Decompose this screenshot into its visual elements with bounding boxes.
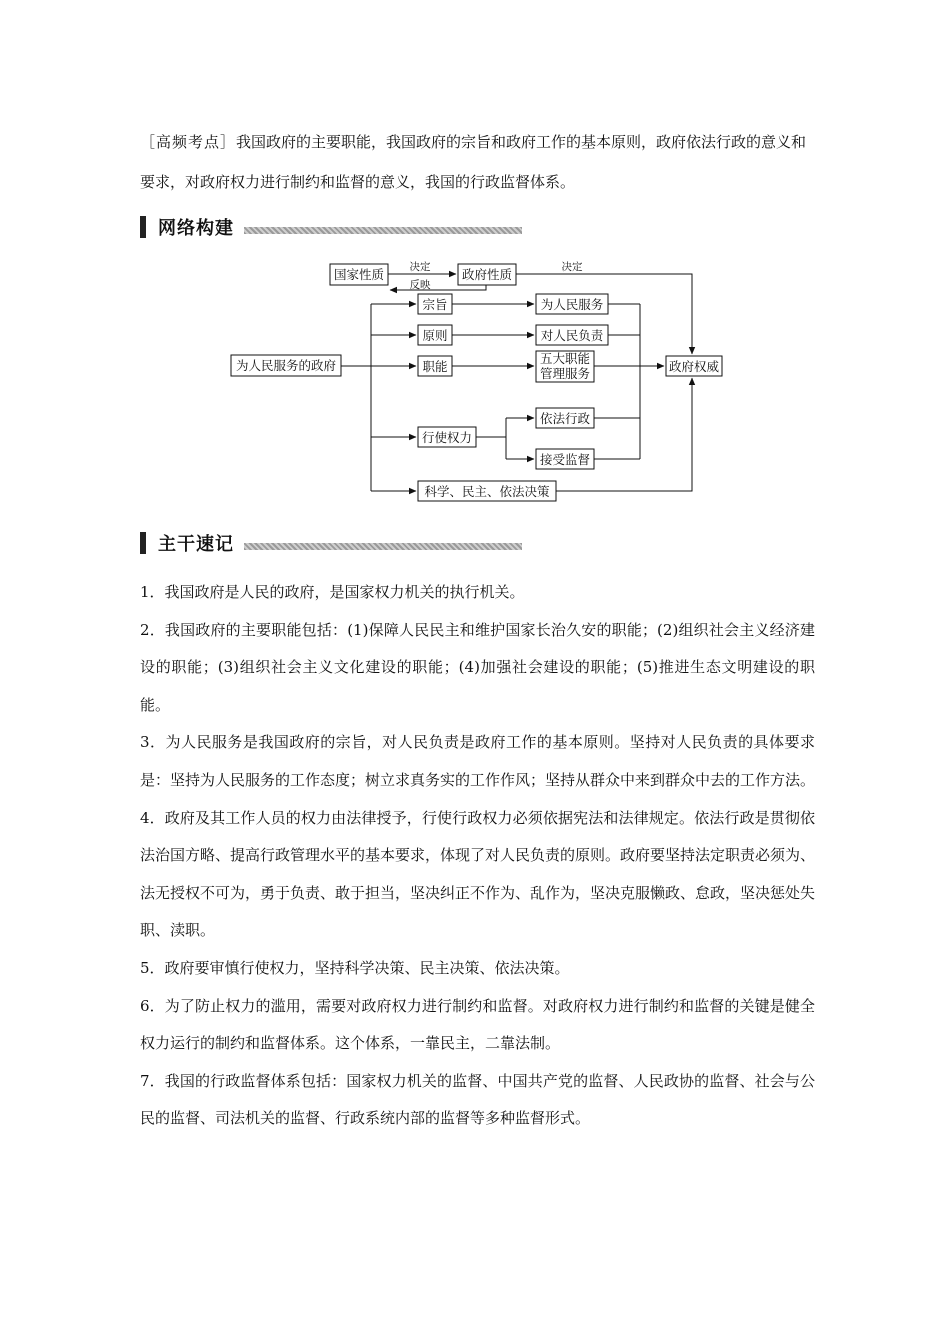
section-title-network: 网络构建 [158, 218, 234, 239]
node-wei-renmin: 为人民服务的政府 [235, 358, 337, 373]
arrow-fanying [390, 285, 486, 290]
section-title-summary: 主干速记 [158, 534, 234, 555]
point-item: 1．我国政府是人民的政府，是国家权力机关的执行机关。 [140, 583, 525, 601]
arrow-juece-to-quanwei [556, 378, 692, 491]
point-item: 3．为人民服务是我国政府的宗旨，对人民负责是政府工作的基本原则。坚持对人民负责的具体要求是：坚持为人民服务的工作态度；树立求真务实的工作作风；坚持从群众中来到群众中去的工作方法。 [140, 733, 816, 789]
section-rule [244, 543, 522, 550]
intro-tag: ［高频考点］ [140, 133, 237, 151]
node-quanwei: 政府权威 [668, 359, 720, 374]
section-header-summary [140, 530, 522, 556]
point-item: 7．我国的行政监督体系包括：国家权力机关的监督、中国共产党的监督、人民政协的监督、社会与公民的监督、司法机关的监督、行政系统内部的监督等多种监督形式。 [140, 1071, 815, 1128]
node-zhengfu-xingzhi: 政府性质 [461, 267, 513, 282]
summary-points [140, 574, 815, 1138]
point-item: 4．政府及其工作人员的权力由法律授予，行使行政权力必须依据宪法和法律规定。依法行政是贯彻依法治国方略、提高行政管理水平的基本要求，体现了对人民负责的原则。政府要坚持法定职责必须为、法无授权不可为，勇于负责、敢于担当，坚决纠正不作为、乱作为，坚决克服懒政、怠政，坚决惩处失职、渎职。 [140, 808, 816, 940]
node-yifa: 依法行政 [539, 411, 591, 426]
intro-text: 我国政府的主要职能，我国政府的宗旨和政府工作的基本原则，政府依法行政的意义和要求，对政府权力进行制约和监督的意义，我国的行政监督体系。 [140, 133, 807, 191]
node-guojia: 国家性质 [333, 267, 385, 282]
point-item: 5．政府要审慎行使权力，坚持科学决策、民主决策、依法决策。 [140, 958, 570, 977]
node-zongzhi: 宗旨 [422, 297, 448, 312]
section-bar-icon [140, 532, 146, 554]
point-item: 2．我国政府的主要职能包括：(1)保障人民民主和维护国家长治久安的职能；(2)组织社会主义经济建设的职能；(3)组织社会主义文化建设的职能；(4)加强社会建设的职能；(5)推进生态文明建设的职能。 [140, 620, 815, 714]
node-wuda-2: 管理服务 [539, 366, 591, 381]
point-item: 6．为了防止权力的滥用，需要对政府权力进行制约和监督。对政府权力进行制约和监督的关键是健全权力运行的制约和监督体系。这个体系，一靠民主，二靠法制。 [140, 996, 815, 1053]
node-fuze: 对人民负责 [540, 328, 604, 343]
edge-label-fanying: 反映 [409, 279, 431, 291]
node-zhineng: 职能 [422, 359, 448, 374]
node-yuanze: 原则 [422, 328, 448, 343]
node-wuda-1: 五大职能 [539, 351, 591, 366]
edge-label-jueding-2: 决定 [561, 261, 583, 273]
node-juece: 科学、民主、依法决策 [424, 484, 550, 499]
node-fuwu: 为人民服务 [540, 297, 604, 312]
node-xingshi: 行使权力 [421, 430, 473, 445]
node-jieshou: 接受监督 [539, 452, 591, 467]
edge-label-jueding-1: 决定 [409, 261, 431, 273]
